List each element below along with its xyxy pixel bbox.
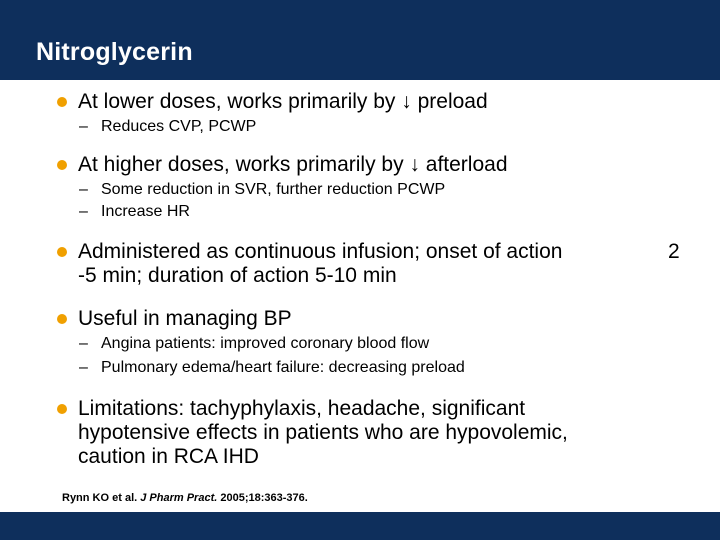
citation-authors: Rynn KO et al. (62, 492, 141, 504)
bullet-text: Limitations: tachyphylaxis, headache, significant hypotensive effects in patients who are hypovolemic, caution in RCA IHD (78, 397, 568, 468)
bullet-dot-icon (57, 160, 67, 170)
citation-details: 2005;18:363-376. (217, 492, 308, 504)
bullet-dot-icon (57, 314, 67, 324)
bullet-dot-icon (57, 247, 67, 257)
citation (62, 491, 308, 505)
sub-bullet-text: Angina patients: improved coronary blood flow (101, 335, 430, 352)
bullet-dot-icon (57, 404, 67, 414)
bullet-text: Administered as continuous infusion; onset of action -5 min; duration of action 5-10 min (78, 240, 563, 287)
sub-bullet-text: Reduces CVP, PCWP (101, 118, 257, 135)
sub-bullet-text: Pulmonary edema/heart failure: decreasing preload (101, 359, 465, 376)
bullet-dot-icon (57, 97, 67, 107)
dash-icon: – (79, 118, 88, 135)
bullet-text: At lower doses, works primarily by ↓ preload (78, 90, 488, 113)
slide-title: Nitroglycerin (36, 38, 193, 66)
dash-icon: – (79, 203, 88, 220)
dash-icon: – (79, 181, 88, 198)
citation-journal: J Pharm Pract. (140, 492, 218, 504)
dash-icon: – (79, 335, 88, 352)
bullet-text: Useful in managing BP (78, 307, 292, 330)
sub-bullet-text: Some reduction in SVR, further reduction PCWP (101, 181, 446, 198)
bullet-text: At higher doses, works primarily by ↓ afterload (78, 153, 508, 176)
dash-icon: – (79, 359, 88, 376)
slide-number: 2 (668, 240, 680, 263)
bottom-bar (0, 512, 720, 540)
sub-bullet-text: Increase HR (101, 203, 190, 220)
